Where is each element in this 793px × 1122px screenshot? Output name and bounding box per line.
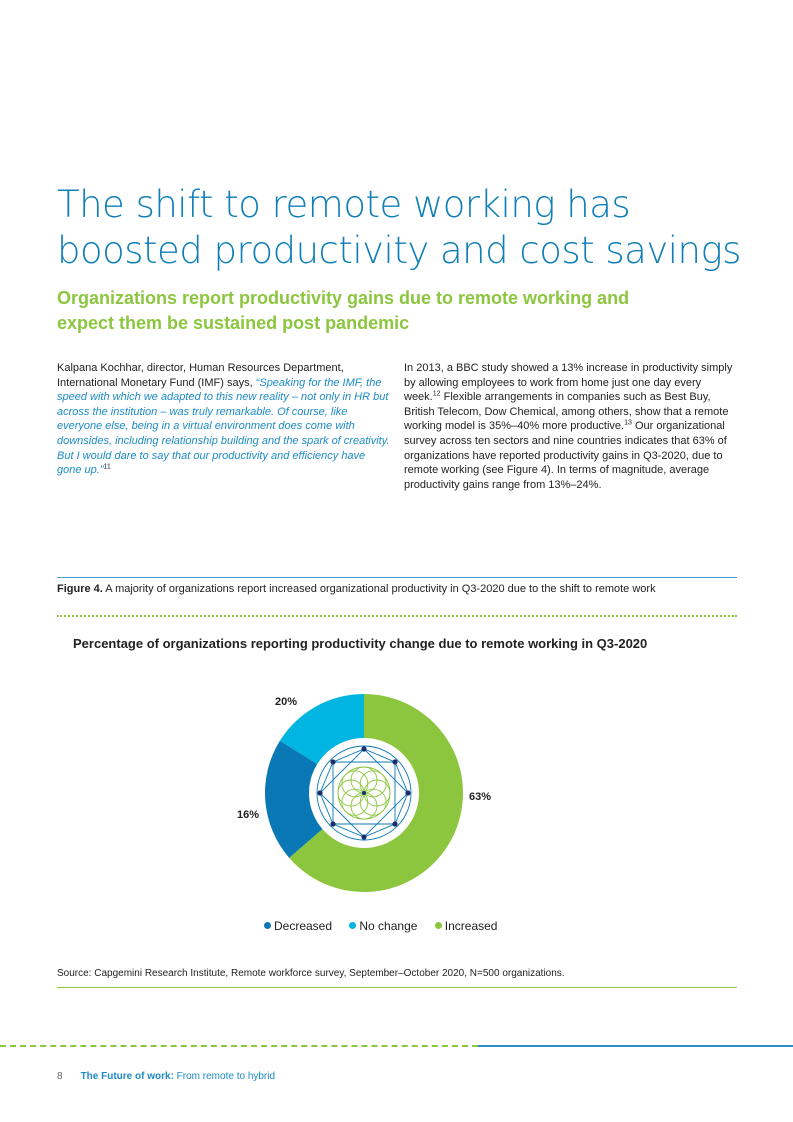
data-label-increased: 63% xyxy=(468,791,492,803)
right-part-1: In 2013, a BBC study showed a 13% increase in productivity simply by allowing employees to work from home just one day every week. xyxy=(404,362,733,404)
chart-title: Percentage of organizations reporting productivity change due to remote working in Q3-2020 xyxy=(73,636,648,651)
legend-item-no-change xyxy=(349,919,417,933)
legend-item-decreased xyxy=(264,919,332,933)
data-label-no-change: 16% xyxy=(236,809,260,821)
source-note: Source: Capgemini Research Institute, Remote workforce survey, September–October 2020, N=500 organizations. xyxy=(57,968,565,979)
page-subtitle-line: Organizations report productivity gains due to remote working and xyxy=(57,288,630,308)
right-part-2: Flexible arrangements in companies such as Best Buy, British Telecom, Dow Chemical, among others, show that a remote working model is 35%–40% more productive. xyxy=(404,391,729,433)
chart-legend xyxy=(264,919,511,933)
footer-solid-rule xyxy=(478,1045,793,1047)
legend-label: Increased xyxy=(444,919,498,933)
mandala-icon xyxy=(317,746,411,840)
data-label-decreased: 20% xyxy=(274,696,298,708)
page-subtitle-line: expect them be sustained post pandemic xyxy=(57,313,410,333)
legend-label: Decreased xyxy=(274,919,333,933)
legend-label: No change xyxy=(359,919,418,933)
left-intro: Kalpana Kochhar, director, Human Resources Department, International Monetary Fund (IMF) says, xyxy=(57,362,344,389)
footer-title-rest: From remote to hybrid xyxy=(173,1071,276,1082)
page-title-line: boosted productivity and cost savings xyxy=(57,229,741,272)
footnote-ref[interactable]: 13 xyxy=(624,419,632,427)
legend-dot xyxy=(435,922,442,929)
footer-title-bold: The Future of work: xyxy=(80,1071,174,1082)
footer-dashed-rule xyxy=(0,1045,478,1047)
legend-dot xyxy=(349,922,356,929)
footnote-ref[interactable]: 11 xyxy=(103,463,111,471)
imf-quote: “Speaking for the IMF, the speed with which we adapted to this new reality – not only in HR but across the institution – was truly remarkable. Of course, like everyone else, being in a virtual environment does come with downsides, including relationship building and the spark of creativity. But I would dare to say that our productivity and efficiency have gone up.” xyxy=(57,376,390,477)
page-footer xyxy=(57,1071,275,1082)
legend-item-increased xyxy=(435,919,498,933)
page-title-line: The shift to remote working has xyxy=(57,183,631,226)
figure-label: Figure 4. xyxy=(57,583,103,595)
right-part-3: Our organizational survey across ten sectors and nine countries indicates that 63% of organizations have reported productivity gains in Q3-2020, due to remote working (see Figure 4). In terms of magnitude, average productivity gains range from 13%–24%. xyxy=(404,420,727,491)
figure-caption-text: A majority of organizations report increased organizational productivity in Q3-2020 due to the shift to remote work xyxy=(102,583,656,595)
source-rule xyxy=(57,987,737,988)
page-number: 8 xyxy=(57,1071,63,1082)
legend-dot xyxy=(264,922,271,929)
footnote-ref[interactable]: 12 xyxy=(432,390,441,398)
